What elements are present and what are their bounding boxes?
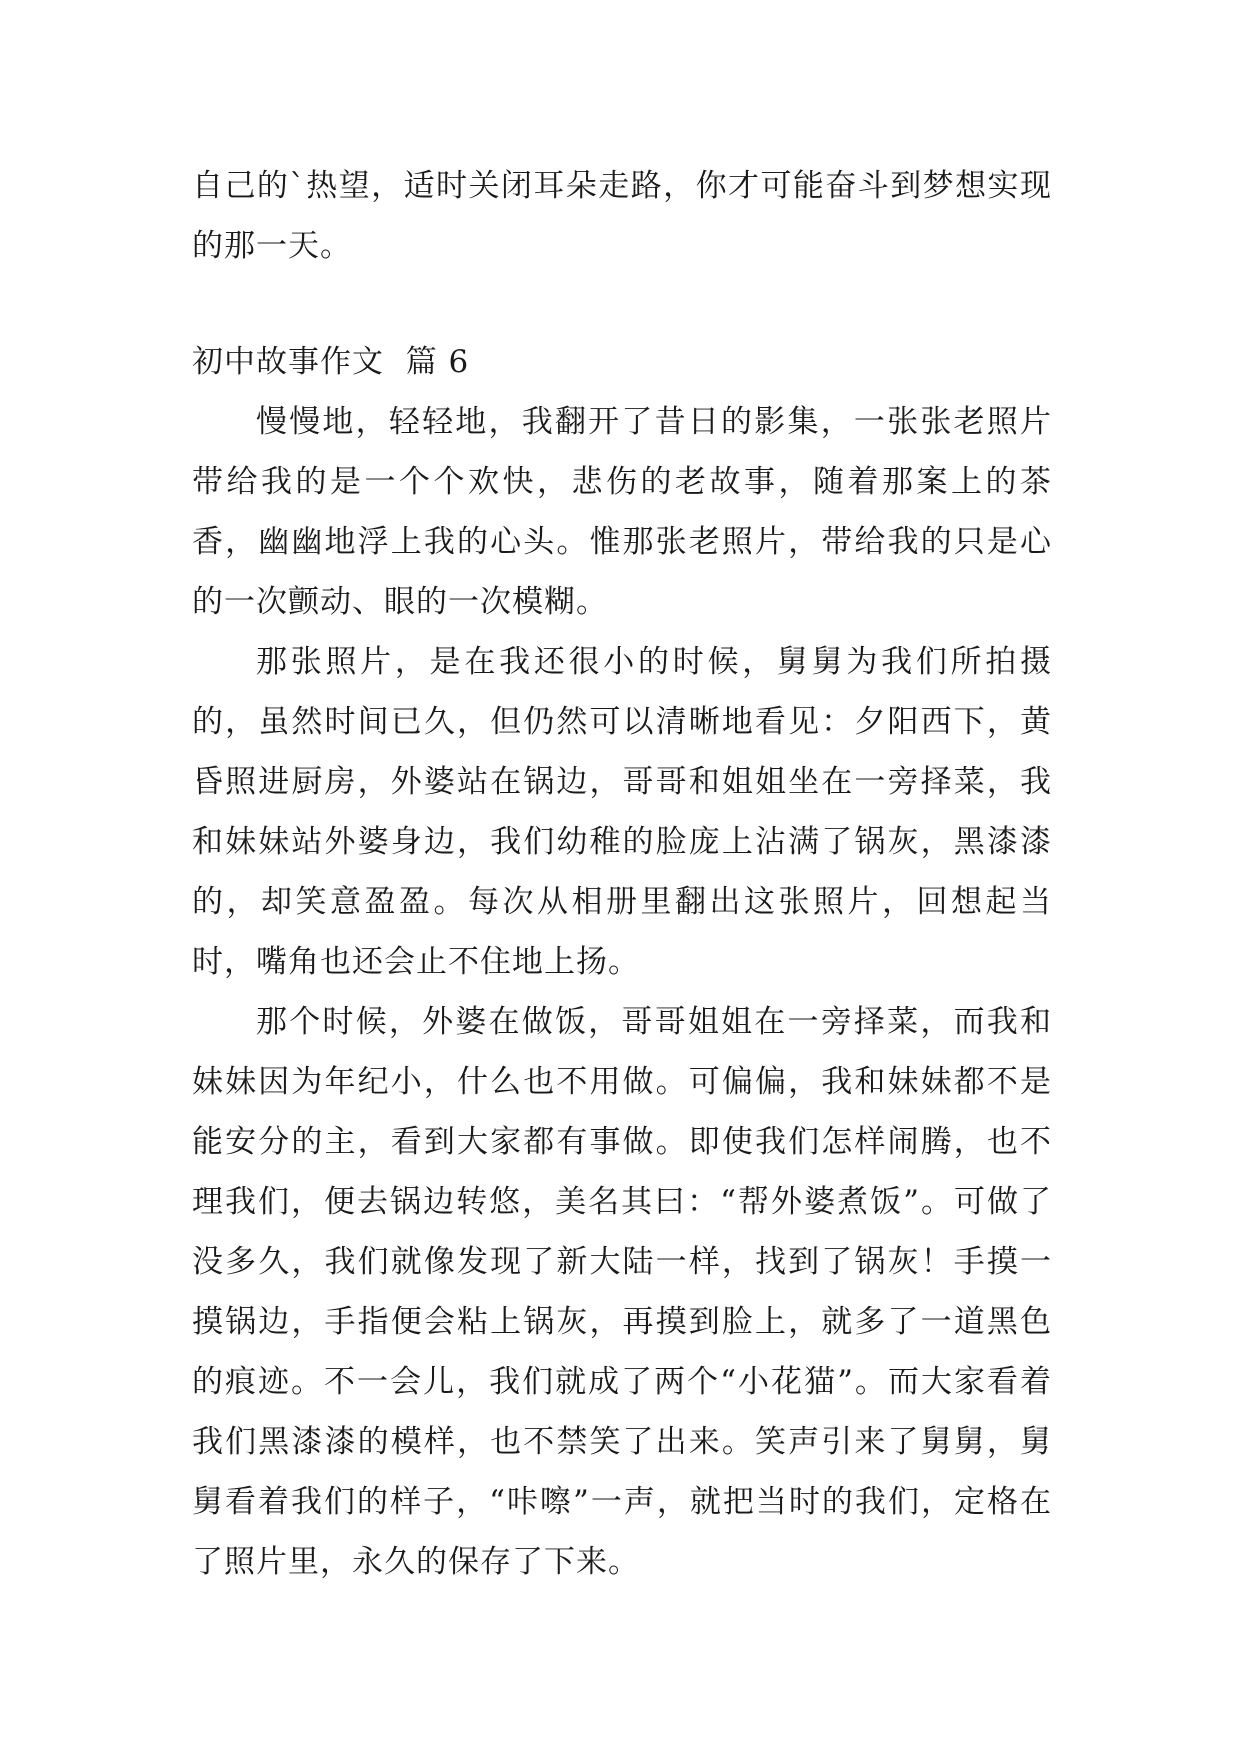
body-paragraph-3: 那个时候，外婆在做饭，哥哥姐姐在一旁择菜，而我和妹妹因为年纪小，什么也不用做。可偏偏，我和妹妹都不是能安分的主，看到大家都有事做。即使我们怎样闹腾，也不理我们，便去锅边转悠，美名其曰：“帮外婆煮饭”。可做了没多久，我们就像发现了新大陆一样，找到了锅灰！手摸一摸锅边，手指便会粘上锅灰，再摸到脸上，就多了一道黑色的痕迹。不一会儿，我们就成了两个“小花猫”。而大家看着我们黑漆漆的模样，也不禁笑了出来。笑声引来了舅舅，舅舅看着我们的样子，“咔嚓”一声，就把当时的我们，定格在了照片里，永久的保存了下来。	[192, 1004, 1052, 1580]
body-paragraph-1: 慢慢地，轻轻地，我翻开了昔日的影集，一张张老照片带给我的是一个个欢快，悲伤的老故事，随着那案上的茶香，幽幽地浮上我的心头。惟那张老照片，带给我的只是心的一次颤动、眼的一次模糊。	[192, 404, 1052, 620]
body-paragraph-2: 那张照片，是在我还很小的时候，舅舅为我们所拍摄的，虽然时间已久，但仍然可以清晰地看见：夕阳西下，黄昏照进厨房，外婆站在锅边，哥哥和姐姐坐在一旁择菜，我和妹妹站外婆身边，我们幼稚的脸庞上沾满了锅灰，黑漆漆的，却笑意盈盈。每次从相册里翻出这张照片，回想起当时，嘴角也还会止不住地上扬。	[192, 644, 1052, 980]
section-heading: 初中故事作文 篇 6	[192, 344, 470, 380]
intro-paragraph: 自己的`热望，适时关闭耳朵走路，你才可能奋斗到梦想实现的那一天。	[192, 168, 1052, 264]
